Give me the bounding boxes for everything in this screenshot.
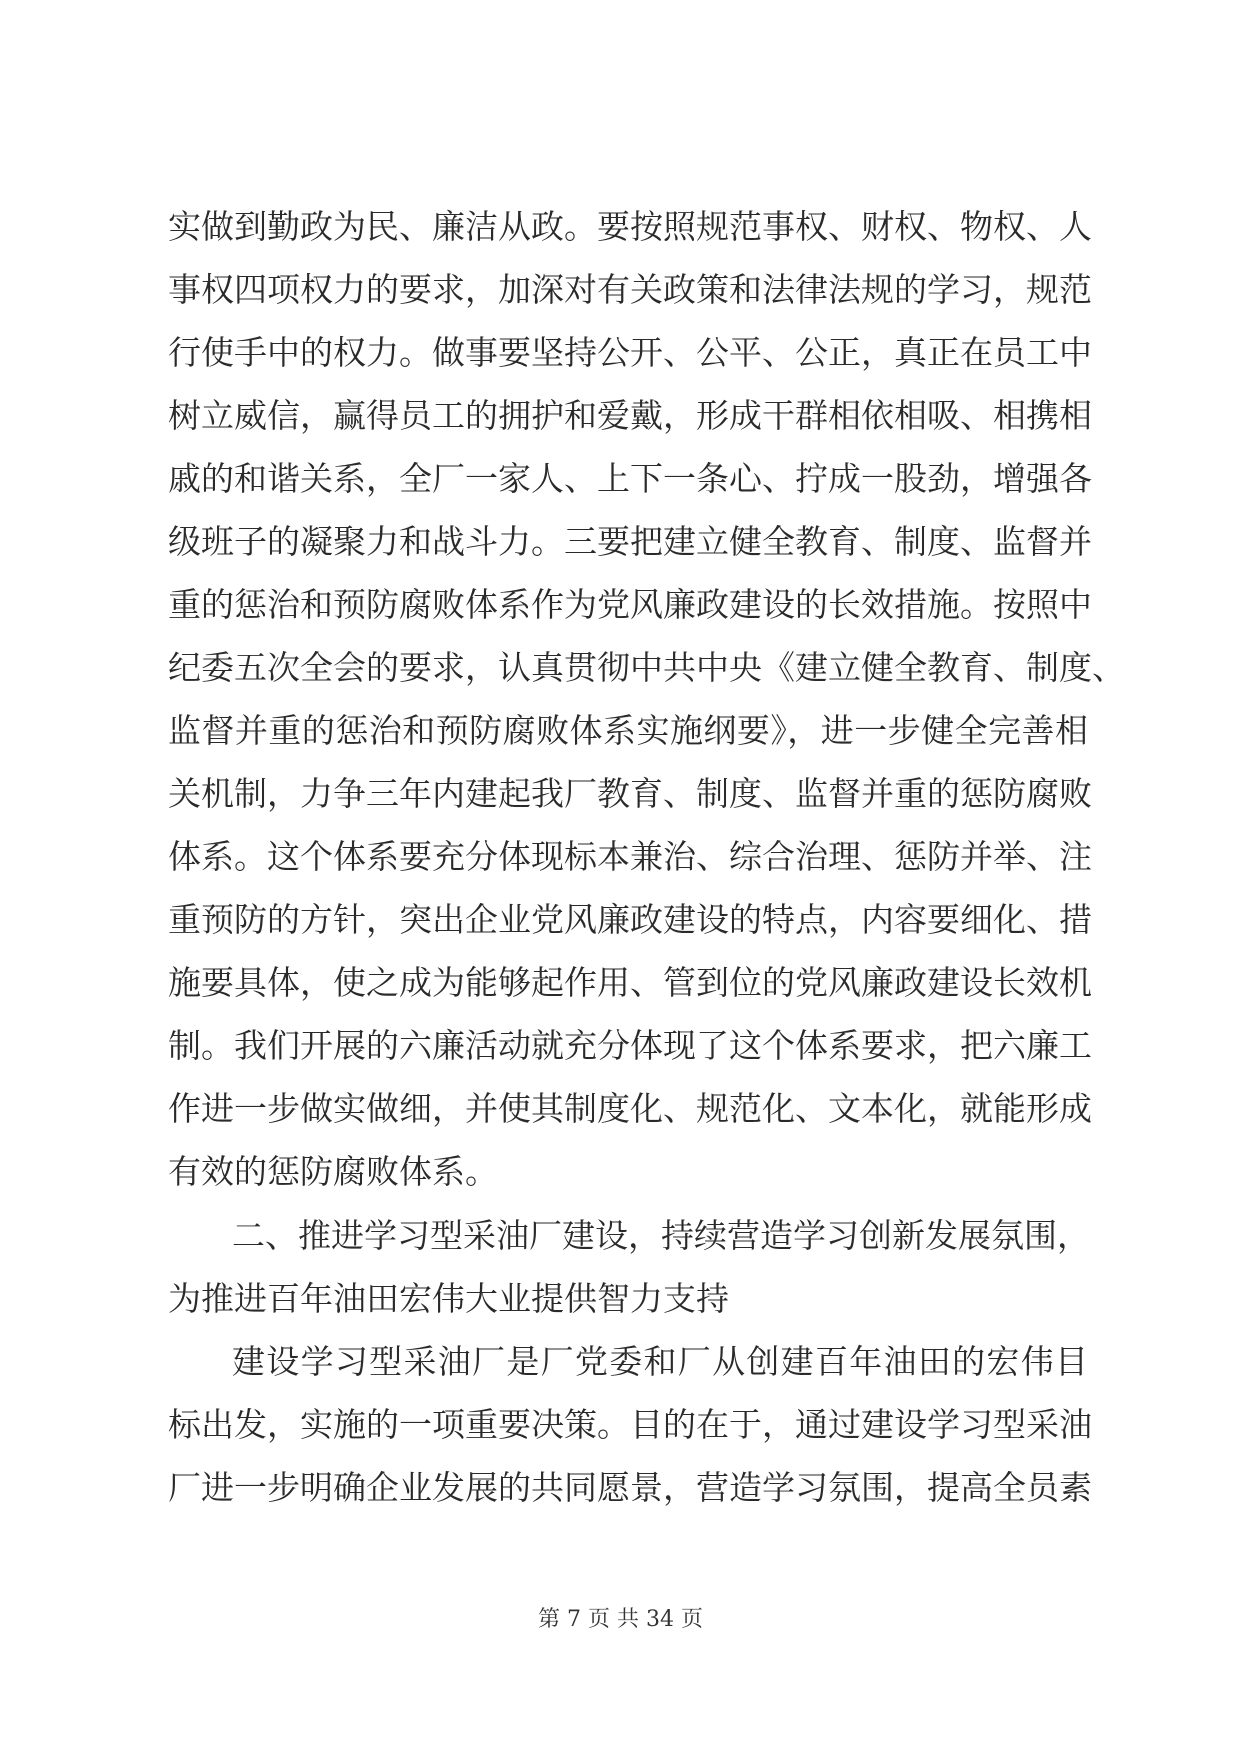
- body-text-line: 纪委五次全会的要求，认真贯彻中共中央《建立健全教育、制度、: [168, 648, 1125, 687]
- body-text-line: 建设学习型采油厂是厂党委和厂从创建百年油田的宏伟目: [232, 1342, 1088, 1381]
- body-text-line: 级班子的凝聚力和战斗力。三要把建立健全教育、制度、监督并: [168, 522, 1092, 561]
- body-text-line: 施要具体，使之成为能够起作用、管到位的党风廉政建设长效机: [168, 963, 1092, 1002]
- body-text-line: 标出发，实施的一项重要决策。目的在于，通过建设学习型采油: [168, 1405, 1092, 1444]
- body-text-line: 事权四项权力的要求，加深对有关政策和法律法规的学习，规范: [168, 270, 1092, 309]
- body-text-line: 重预防的方针，突出企业党风廉政建设的特点，内容要细化、措: [168, 900, 1092, 939]
- page-number-footer: 第 7 页 共 34 页: [538, 1607, 703, 1632]
- body-text-line: 行使手中的权力。做事要坚持公开、公平、公正，真正在员工中: [168, 333, 1092, 372]
- body-text-line: 监督并重的惩治和预防腐败体系实施纲要》，进一步健全完善相: [168, 711, 1088, 750]
- body-text-line: 实做到勤政为民、廉洁从政。要按照规范事权、财权、物权、人: [168, 207, 1092, 246]
- body-text-line: 有效的惩防腐败体系。: [168, 1152, 498, 1191]
- body-text-line: 体系。这个体系要充分体现标本兼治、综合治理、惩防并举、注: [168, 837, 1092, 876]
- body-text-line: 制。我们开展的六廉活动就充分体现了这个体系要求，把六廉工: [168, 1026, 1092, 1065]
- body-text-line: 作进一步做实做细，并使其制度化、规范化、文本化，就能形成: [168, 1089, 1092, 1128]
- section-heading-line: 为推进百年油田宏伟大业提供智力支持: [168, 1279, 729, 1318]
- body-text-line: 关机制，力争三年内建起我厂教育、制度、监督并重的惩防腐败: [168, 774, 1092, 813]
- body-text-line: 厂进一步明确企业发展的共同愿景，营造学习氛围，提高全员素: [168, 1468, 1092, 1507]
- body-text-line: 戚的和谐关系，全厂一家人、上下一条心、拧成一股劲，增强各: [168, 459, 1092, 498]
- section-heading-line: 二、推进学习型采油厂建设，持续营造学习创新发展氛围，: [232, 1216, 1090, 1255]
- body-text-line: 重的惩治和预防腐败体系作为党风廉政建设的长效措施。按照中: [168, 585, 1092, 624]
- body-text-line: 树立威信，赢得员工的拥护和爱戴，形成干群相依相吸、相携相: [168, 396, 1092, 435]
